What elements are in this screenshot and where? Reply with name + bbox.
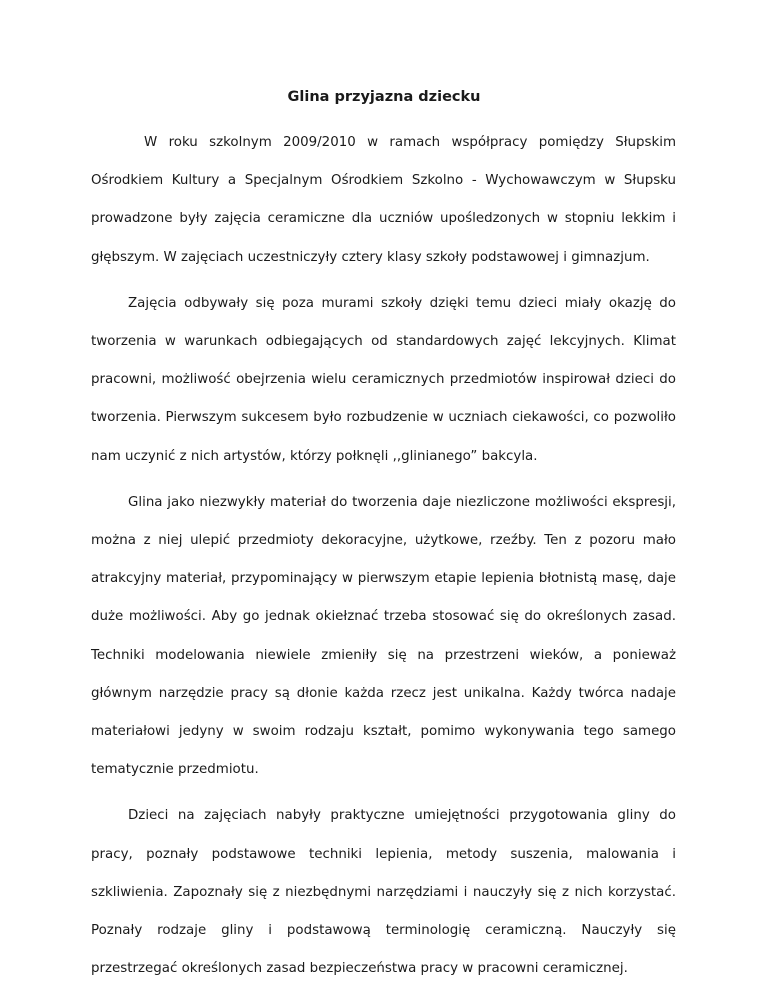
paragraph-2: Zajęcia odbywały się poza murami szkoły dzięki temu dzieci miały okazję do tworzenia w warunkach odbiegających od standardowych zajęć lekcyjnych. Klimat pracowni, możliwość obejrzenia wielu ceramicznych przedmiotów inspirował dzieci do tworzenia. Pierwszym sukcesem było rozbudzenie w uczniach ciekawości, co pozwoliło nam uczynić z nich artystów, którzy połknęli ,,glinianego” bakcyla. [91, 295, 676, 464]
paragraph-1: W roku szkolnym 2009/2010 w ramach współpracy pomiędzy Słupskim Ośrodkiem Kultury a Specjalnym Ośrodkiem Szkolno - Wychowawczym w Słupsku prowadzone były zajęcia ceramiczne dla uczniów upośledzonych w stopniu lekkim i głębszym. W zajęciach uczestniczyły cztery klasy szkoły podstawowej i gimnazjum. [91, 135, 676, 265]
paragraph-3: Glina jako niezwykły materiał do tworzenia daje niezliczone możliwości ekspresji, można z niej ulepić przedmioty dekoracyjne, użytkowe, rzeźby. Ten z pozoru mało atrakcyjny materiał, przypominający w pierwszym etapie lepienia błotnistą masę, daje duże możliwości. Aby go jednak okiełznać trzeba stosować się do określonych zasad. Techniki modelowania niewiele zmieniły się na przestrzeni wieków, a ponieważ głównym narzędzie pracy są dłonie każda rzecz jest unikalna. Każdy twórca nadaje materiałowi jedyny w swoim rodzaju kształt, pomimo wykonywania tego samego tematycznie przedmiotu. [91, 494, 676, 778]
document-body [91, 124, 676, 988]
paragraph-4: Dzieci na zajęciach nabyły praktyczne umiejętności przygotowania gliny do pracy, poznały podstawowe techniki lepienia, metody suszenia, malowania i szkliwienia. Zapoznały się z niezbędnymi narzędziami i nauczyły się z nich korzystać. Poznały rodzaje gliny i podstawową terminologię ceramiczną. Nauczyły się przestrzegać określonych zasad bezpieczeństwa pracy w pracowni ceramicznej. [91, 808, 676, 977]
document-title: Glina przyjazna dziecku [287, 89, 481, 105]
